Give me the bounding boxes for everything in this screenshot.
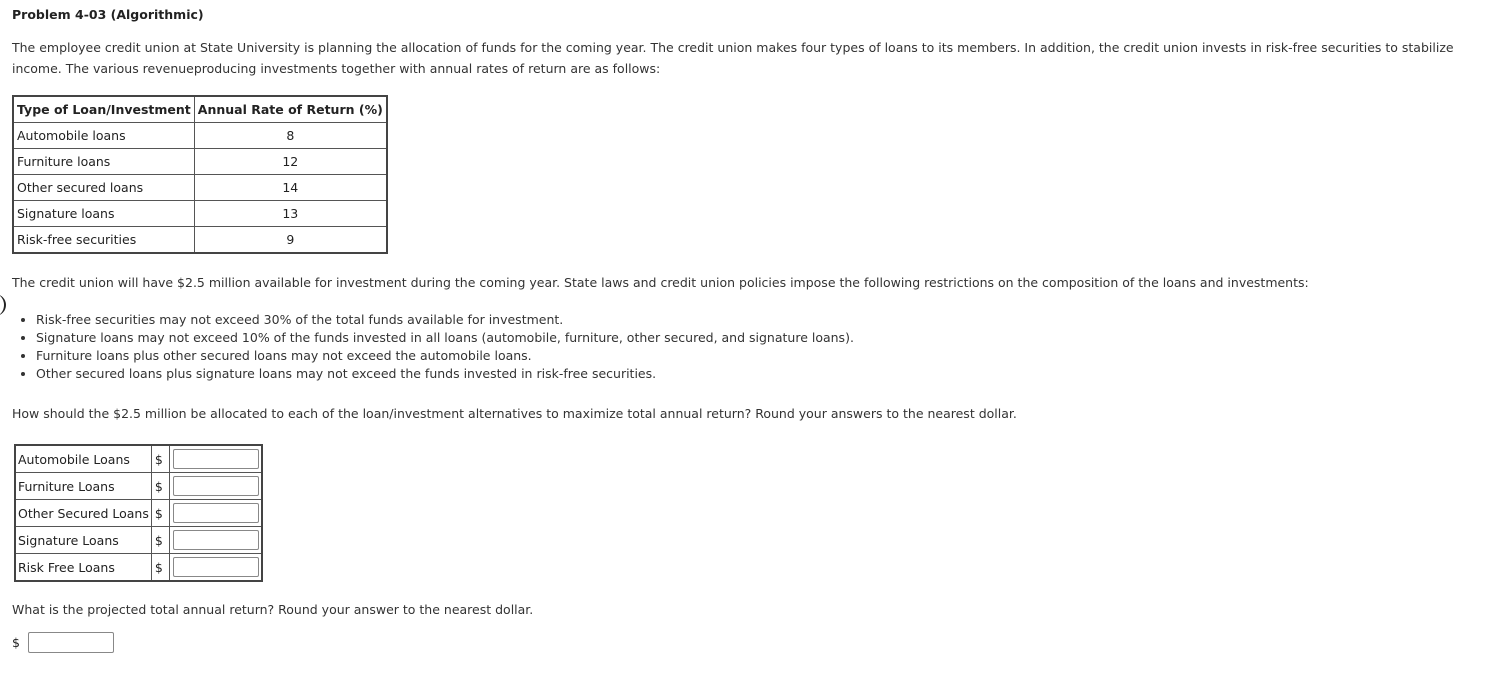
header-rate: Annual Rate of Return (%) xyxy=(194,96,387,123)
risk-free-loans-input[interactable] xyxy=(173,557,259,577)
restrictions-list xyxy=(12,311,854,383)
table-row xyxy=(13,175,387,201)
loan-type-cell: Furniture loans xyxy=(13,149,194,175)
total-return-input[interactable] xyxy=(28,632,114,653)
allocation-question: How should the $2.5 million be allocated to each of the loan/investment alternatives to maximize total annual return? Round your answers to the nearest dollar. xyxy=(12,406,1017,421)
other-secured-loans-input[interactable] xyxy=(173,503,259,523)
answer-row xyxy=(15,500,262,527)
answer-input-cell xyxy=(169,527,262,554)
header-type: Type of Loan/Investment xyxy=(13,96,194,123)
table-row xyxy=(13,149,387,175)
funds-paragraph: The credit union will have $2.5 million available for investment during the coming year. State laws and credit union policies impose the following restrictions on the composition of the loans and investments: xyxy=(12,275,1309,290)
rate-cell: 13 xyxy=(194,201,387,227)
rates-table xyxy=(12,95,388,254)
total-return-question: What is the projected total annual return? Round your answer to the nearest dollar. xyxy=(12,602,534,617)
automobile-loans-input[interactable] xyxy=(173,449,259,469)
rate-cell: 14 xyxy=(194,175,387,201)
answer-input-cell xyxy=(169,500,262,527)
answer-label: Furniture Loans xyxy=(15,473,151,500)
currency-symbol: $ xyxy=(151,554,169,582)
restriction-item: • Signature loans may not exceed 10% of the funds invested in all loans (automobile, furniture, other secured, and signature loans). xyxy=(36,329,854,347)
loan-type-cell: Other secured loans xyxy=(13,175,194,201)
table-row xyxy=(13,227,387,254)
answer-input-cell xyxy=(169,445,262,473)
total-return-row xyxy=(12,632,114,653)
table-row xyxy=(13,123,387,149)
answer-row xyxy=(15,473,262,500)
rate-cell: 9 xyxy=(194,227,387,254)
left-edge-marker xyxy=(0,294,6,316)
furniture-loans-input[interactable] xyxy=(173,476,259,496)
answer-input-cell xyxy=(169,473,262,500)
rate-cell: 12 xyxy=(194,149,387,175)
answer-row xyxy=(15,527,262,554)
loan-type-cell: Risk-free securities xyxy=(13,227,194,254)
allocation-answer-table xyxy=(14,444,263,582)
answer-label: Risk Free Loans xyxy=(15,554,151,582)
loan-type-cell: Signature loans xyxy=(13,201,194,227)
signature-loans-input[interactable] xyxy=(173,530,259,550)
currency-symbol: $ xyxy=(151,500,169,527)
rates-header-row xyxy=(13,96,387,123)
currency-symbol: $ xyxy=(151,445,169,473)
answer-row xyxy=(15,554,262,582)
loan-type-cell: Automobile loans xyxy=(13,123,194,149)
restriction-item: • Risk-free securities may not exceed 30% of the total funds available for investment. xyxy=(36,311,854,329)
problem-title: Problem 4-03 (Algorithmic) xyxy=(12,7,204,22)
answer-label: Signature Loans xyxy=(15,527,151,554)
currency-symbol: $ xyxy=(151,527,169,554)
currency-symbol: $ xyxy=(151,473,169,500)
answer-label: Other Secured Loans xyxy=(15,500,151,527)
restriction-item: • Other secured loans plus signature loans may not exceed the funds invested in risk-free securities. xyxy=(36,365,854,383)
answer-label: Automobile Loans xyxy=(15,445,151,473)
currency-symbol: $ xyxy=(12,635,20,650)
problem-intro: The employee credit union at State University is planning the allocation of funds for the coming year. The credit union makes four types of loans to its members. In addition, the credit union invests in risk-free securities to stabilize income. The various revenueproducing investments together with annual rates of return are as follows: xyxy=(12,40,1454,76)
answer-input-cell xyxy=(169,554,262,582)
answer-row xyxy=(15,445,262,473)
rate-cell: 8 xyxy=(194,123,387,149)
table-row xyxy=(13,201,387,227)
restriction-item: • Furniture loans plus other secured loans may not exceed the automobile loans. xyxy=(36,347,854,365)
